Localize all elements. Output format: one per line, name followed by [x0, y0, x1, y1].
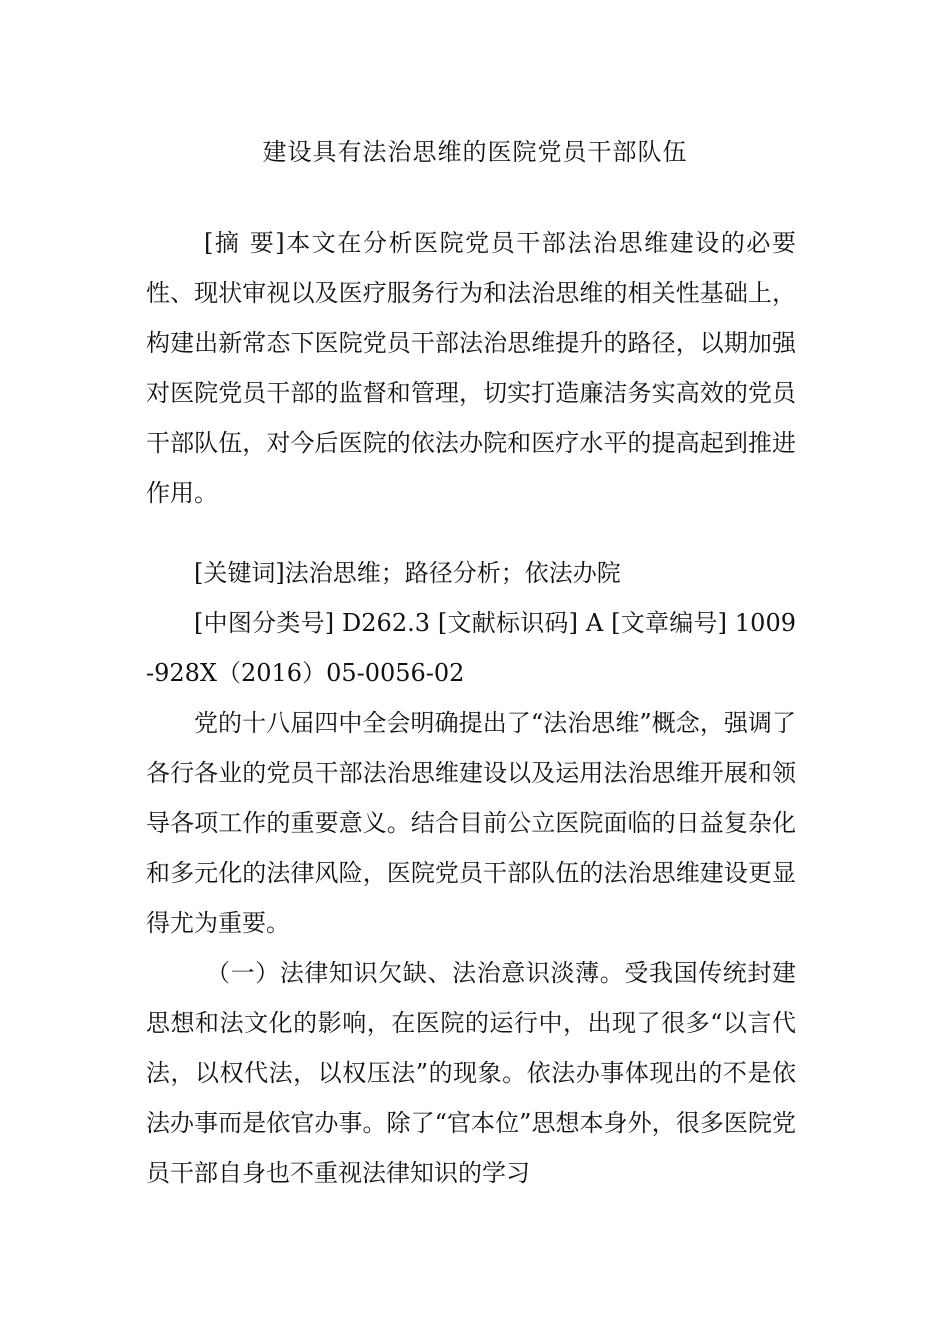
body-paragraph-1: 党的十八届四中全会明确提出了“法治思维”概念，强调了各行各业的党员干部法治思维建设以及运用法治思维开展和领导各项工作的重要意义。结合目前公立医院面临的日益复杂化和多元化的法律风险，医院党员干部队伍的法治思维建设更显得尤为重要。 [146, 709, 796, 937]
classification-line: [中图分类号] D262.3 [文献标识码] A [文章编号] 1009-928X（2016）05-0056-02 [146, 609, 796, 687]
document-body [146, 218, 796, 1198]
document-title: 建设具有法治思维的医院党员干部队伍 [262, 138, 688, 166]
keywords-line: [关键词]法治思维；路径分析；依法办院 [194, 559, 621, 587]
body-paragraph-2: （一）法律知识欠缺、法治意识淡薄。受我国传统封建思想和法文化的影响，在医院的运行中，出现了很多“以言代法，以权代法，以权压法”的现象。依法办事体现出的不是依法办事而是依官办事。除了“官本位”思想本身外，很多医院党员干部自身也不重视法律知识的学习 [146, 959, 796, 1187]
abstract-paragraph: [摘 要]本文在分析医院党员干部法治思维建设的必要性、现状审视以及医疗服务行为和法治思维的相关性基础上，构建出新常态下医院党员干部法治思维提升的路径，以期加强对医院党员干部的监督和管理，切实打造廉洁务实高效的党员干部队伍，对今后医院的依法办院和医疗水平的提高起到推进作用。 [146, 229, 796, 507]
